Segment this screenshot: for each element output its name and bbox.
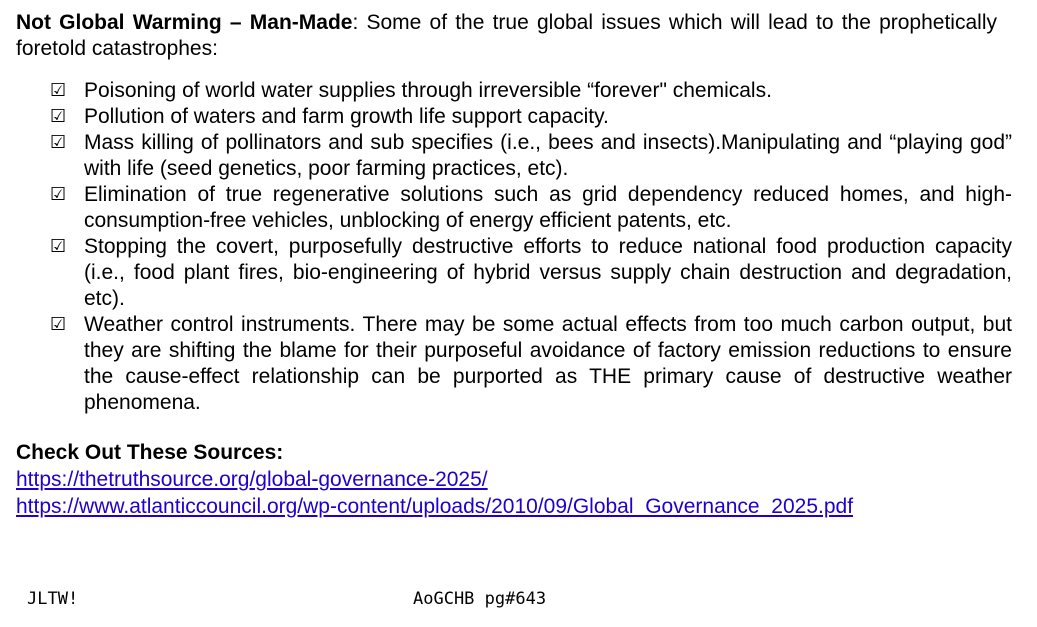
intro-paragraph [16, 10, 997, 62]
list-item-text: Poisoning of world water supplies through irreversible “forever" chemicals. [84, 79, 772, 102]
source-link-atlanticcouncil[interactable]: https://www.atlanticcouncil.org/wp-content/uploads/2010/09/Global_Governance_2025.pdf [16, 495, 854, 518]
list-item-text: Mass killing of pollinators and sub specifies (i.e., bees and insects).Manipulating and “playing god” with life (seed genetics, poor farming practices, etc). [84, 131, 1012, 180]
footer-page-number: AoGCHB pg#643 [413, 589, 547, 609]
list-item [50, 104, 1012, 130]
checked-box-icon: ☑ [50, 184, 67, 205]
intro-text: : Some of the true global issues which will lead to the prophetically foretold catastrophes: [16, 11, 997, 60]
checked-box-icon: ☑ [50, 314, 67, 335]
checked-box-icon: ☑ [50, 132, 67, 153]
list-item-text: Weather control instruments. There may be some actual effects from too much carbon output, but they are shifting the blame for their purposeful avoidance of factory emission reductions to ensure the cause-effect relationship can be purported as THE primary cause of destructive weather phenomena. [84, 313, 1012, 414]
list-item [50, 312, 1012, 416]
list-item-text: Pollution of waters and farm growth life support capacity. [84, 105, 609, 128]
sources-section [16, 439, 1016, 520]
intro-lead: Not Global Warming – Man-Made [16, 11, 353, 34]
checked-box-icon: ☑ [50, 106, 67, 127]
list-item-text: Stopping the covert, purposefully destructive efforts to reduce national food production capacity (i.e., food plant fires, bio-engineering of hybrid versus supply chain destruction and degradation, etc). [84, 235, 1012, 310]
checked-box-icon: ☑ [50, 80, 67, 101]
issues-checklist [50, 78, 1012, 416]
footer-signature: JLTW! [27, 589, 79, 609]
source-link-truthsource[interactable]: https://thetruthsource.org/global-governance-2025/ [16, 468, 488, 491]
list-item [50, 182, 1012, 234]
sources-heading: Check Out These Sources: [16, 441, 284, 464]
checked-box-icon: ☑ [50, 236, 67, 257]
list-item-text: Elimination of true regenerative solutions such as grid dependency reduced homes, and high-consumption-free vehicles, unblocking of energy efficient patents, etc. [84, 183, 1012, 232]
list-item [50, 234, 1012, 312]
list-item [50, 78, 1012, 104]
list-item [50, 130, 1012, 182]
